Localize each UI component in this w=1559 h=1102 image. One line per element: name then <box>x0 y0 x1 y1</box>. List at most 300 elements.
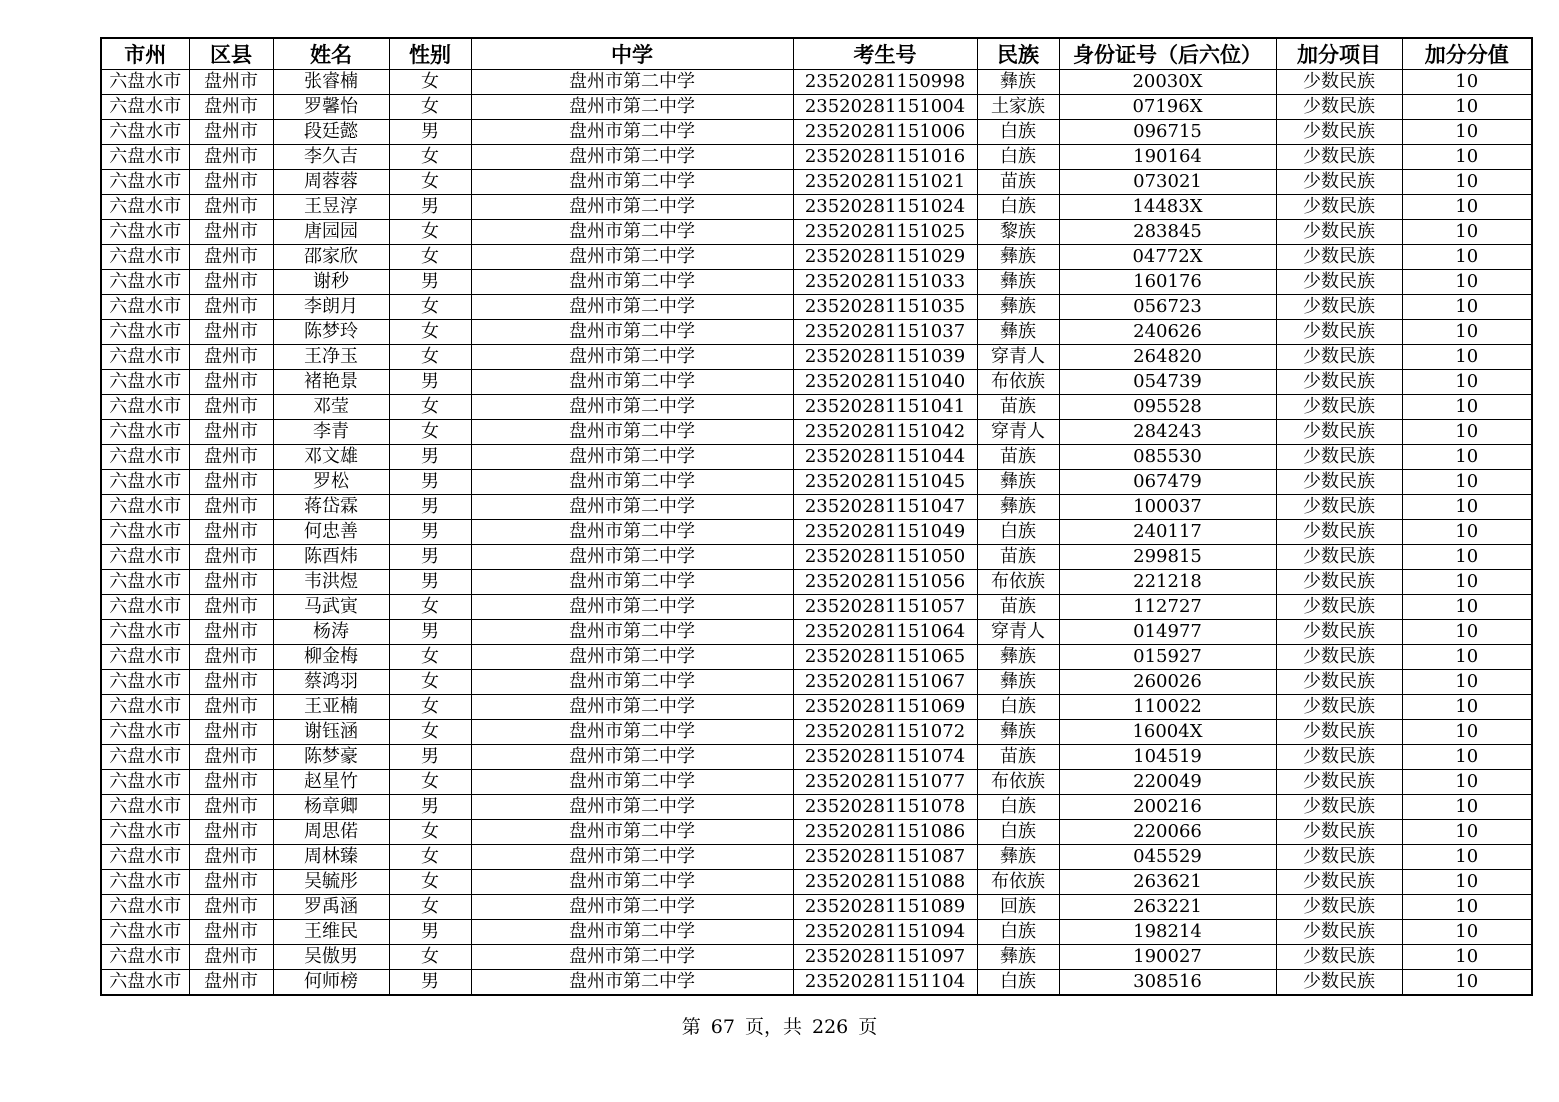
cell-school: 盘州市第二中学 <box>471 470 793 495</box>
cell-ethnicity: 布依族 <box>977 770 1059 795</box>
cell-city: 六盘水市 <box>101 970 189 996</box>
header-exam-number: 考生号 <box>793 38 977 70</box>
cell-exam-number: 23520281151077 <box>793 770 977 795</box>
cell-ethnicity: 土家族 <box>977 95 1059 120</box>
cell-school: 盘州市第二中学 <box>471 920 793 945</box>
cell-city: 六盘水市 <box>101 220 189 245</box>
table-row <box>101 970 1532 996</box>
cell-exam-number: 23520281151072 <box>793 720 977 745</box>
cell-school: 盘州市第二中学 <box>471 70 793 95</box>
cell-name: 蒋岱霖 <box>273 495 389 520</box>
cell-school: 盘州市第二中学 <box>471 445 793 470</box>
cell-bonus-item: 少数民族 <box>1276 170 1402 195</box>
cell-county: 盘州市 <box>189 270 273 295</box>
table-row <box>101 820 1532 845</box>
cell-gender: 女 <box>389 95 471 120</box>
cell-county: 盘州市 <box>189 220 273 245</box>
cell-ethnicity: 彝族 <box>977 945 1059 970</box>
cell-exam-number: 23520281151024 <box>793 195 977 220</box>
cell-ethnicity: 白族 <box>977 920 1059 945</box>
cell-name: 陈梦玲 <box>273 320 389 345</box>
cell-city: 六盘水市 <box>101 570 189 595</box>
cell-exam-number: 23520281151044 <box>793 445 977 470</box>
table-body <box>101 70 1532 996</box>
cell-id-last-six: 308516 <box>1059 970 1276 996</box>
cell-gender: 女 <box>389 895 471 920</box>
cell-school: 盘州市第二中学 <box>471 645 793 670</box>
table-row <box>101 320 1532 345</box>
cell-id-last-six: 200216 <box>1059 795 1276 820</box>
cell-county: 盘州市 <box>189 845 273 870</box>
cell-county: 盘州市 <box>189 745 273 770</box>
cell-exam-number: 23520281151089 <box>793 895 977 920</box>
cell-bonus-value: 10 <box>1402 145 1532 170</box>
cell-gender: 女 <box>389 245 471 270</box>
cell-county: 盘州市 <box>189 770 273 795</box>
cell-id-last-six: 14483X <box>1059 195 1276 220</box>
cell-id-last-six: 04772X <box>1059 245 1276 270</box>
cell-gender: 女 <box>389 295 471 320</box>
cell-county: 盘州市 <box>189 245 273 270</box>
cell-bonus-value: 10 <box>1402 770 1532 795</box>
cell-bonus-item: 少数民族 <box>1276 845 1402 870</box>
cell-gender: 男 <box>389 195 471 220</box>
cell-city: 六盘水市 <box>101 245 189 270</box>
cell-name: 邓莹 <box>273 395 389 420</box>
cell-bonus-value: 10 <box>1402 595 1532 620</box>
header-name: 姓名 <box>273 38 389 70</box>
cell-county: 盘州市 <box>189 945 273 970</box>
cell-id-last-six: 07196X <box>1059 95 1276 120</box>
cell-bonus-item: 少数民族 <box>1276 270 1402 295</box>
cell-county: 盘州市 <box>189 795 273 820</box>
cell-bonus-value: 10 <box>1402 345 1532 370</box>
header-id-last-six: 身份证号（后六位） <box>1059 38 1276 70</box>
cell-exam-number: 23520281151104 <box>793 970 977 996</box>
table-row <box>101 745 1532 770</box>
cell-ethnicity: 苗族 <box>977 445 1059 470</box>
cell-city: 六盘水市 <box>101 720 189 745</box>
header-city: 市州 <box>101 38 189 70</box>
cell-id-last-six: 112727 <box>1059 595 1276 620</box>
cell-county: 盘州市 <box>189 295 273 320</box>
cell-name: 王维民 <box>273 920 389 945</box>
cell-bonus-item: 少数民族 <box>1276 345 1402 370</box>
cell-county: 盘州市 <box>189 870 273 895</box>
cell-county: 盘州市 <box>189 495 273 520</box>
cell-city: 六盘水市 <box>101 795 189 820</box>
cell-exam-number: 23520281151088 <box>793 870 977 895</box>
cell-ethnicity: 穿青人 <box>977 620 1059 645</box>
cell-ethnicity: 彝族 <box>977 845 1059 870</box>
table-row <box>101 620 1532 645</box>
cell-school: 盘州市第二中学 <box>471 370 793 395</box>
cell-bonus-item: 少数民族 <box>1276 320 1402 345</box>
cell-ethnicity: 苗族 <box>977 395 1059 420</box>
cell-school: 盘州市第二中学 <box>471 620 793 645</box>
cell-county: 盘州市 <box>189 420 273 445</box>
cell-school: 盘州市第二中学 <box>471 795 793 820</box>
cell-county: 盘州市 <box>189 320 273 345</box>
cell-city: 六盘水市 <box>101 295 189 320</box>
table-row <box>101 645 1532 670</box>
cell-school: 盘州市第二中学 <box>471 95 793 120</box>
cell-gender: 女 <box>389 320 471 345</box>
cell-city: 六盘水市 <box>101 920 189 945</box>
cell-bonus-item: 少数民族 <box>1276 420 1402 445</box>
cell-ethnicity: 白族 <box>977 120 1059 145</box>
cell-bonus-value: 10 <box>1402 570 1532 595</box>
cell-county: 盘州市 <box>189 595 273 620</box>
table-row <box>101 845 1532 870</box>
cell-bonus-item: 少数民族 <box>1276 970 1402 996</box>
cell-bonus-value: 10 <box>1402 870 1532 895</box>
cell-county: 盘州市 <box>189 370 273 395</box>
cell-ethnicity: 彝族 <box>977 470 1059 495</box>
cell-id-last-six: 263221 <box>1059 895 1276 920</box>
table-row <box>101 145 1532 170</box>
cell-id-last-six: 16004X <box>1059 720 1276 745</box>
table-row <box>101 95 1532 120</box>
cell-bonus-value: 10 <box>1402 245 1532 270</box>
cell-city: 六盘水市 <box>101 195 189 220</box>
header-bonus-item: 加分项目 <box>1276 38 1402 70</box>
cell-county: 盘州市 <box>189 695 273 720</box>
table-row <box>101 520 1532 545</box>
cell-name: 杨涛 <box>273 620 389 645</box>
cell-city: 六盘水市 <box>101 470 189 495</box>
cell-exam-number: 23520281151040 <box>793 370 977 395</box>
cell-county: 盘州市 <box>189 970 273 996</box>
table-row <box>101 945 1532 970</box>
cell-city: 六盘水市 <box>101 420 189 445</box>
cell-ethnicity: 苗族 <box>977 545 1059 570</box>
cell-id-last-six: 015927 <box>1059 645 1276 670</box>
cell-ethnicity: 彝族 <box>977 295 1059 320</box>
cell-bonus-value: 10 <box>1402 970 1532 996</box>
cell-name: 唐园园 <box>273 220 389 245</box>
cell-bonus-item: 少数民族 <box>1276 495 1402 520</box>
cell-bonus-item: 少数民族 <box>1276 295 1402 320</box>
cell-bonus-value: 10 <box>1402 945 1532 970</box>
cell-name: 赵星竹 <box>273 770 389 795</box>
header-school: 中学 <box>471 38 793 70</box>
cell-school: 盘州市第二中学 <box>471 345 793 370</box>
cell-gender: 男 <box>389 795 471 820</box>
cell-id-last-six: 220066 <box>1059 820 1276 845</box>
cell-ethnicity: 穿青人 <box>977 420 1059 445</box>
cell-school: 盘州市第二中学 <box>471 695 793 720</box>
cell-name: 罗松 <box>273 470 389 495</box>
cell-id-last-six: 299815 <box>1059 545 1276 570</box>
cell-bonus-item: 少数民族 <box>1276 695 1402 720</box>
cell-school: 盘州市第二中学 <box>471 970 793 996</box>
cell-gender: 男 <box>389 570 471 595</box>
cell-exam-number: 23520281151004 <box>793 95 977 120</box>
cell-gender: 男 <box>389 370 471 395</box>
cell-exam-number: 23520281151037 <box>793 320 977 345</box>
cell-bonus-item: 少数民族 <box>1276 795 1402 820</box>
cell-school: 盘州市第二中学 <box>471 195 793 220</box>
cell-id-last-six: 100037 <box>1059 495 1276 520</box>
cell-ethnicity: 彝族 <box>977 245 1059 270</box>
cell-school: 盘州市第二中学 <box>471 745 793 770</box>
cell-gender: 男 <box>389 270 471 295</box>
cell-city: 六盘水市 <box>101 495 189 520</box>
cell-name: 周思偌 <box>273 820 389 845</box>
cell-school: 盘州市第二中学 <box>471 820 793 845</box>
cell-exam-number: 23520281151057 <box>793 595 977 620</box>
cell-name: 周蓉蓉 <box>273 170 389 195</box>
cell-bonus-value: 10 <box>1402 720 1532 745</box>
cell-bonus-value: 10 <box>1402 320 1532 345</box>
cell-exam-number: 23520281151025 <box>793 220 977 245</box>
cell-name: 邓文雄 <box>273 445 389 470</box>
cell-exam-number: 23520281151069 <box>793 695 977 720</box>
cell-id-last-six: 283845 <box>1059 220 1276 245</box>
cell-school: 盘州市第二中学 <box>471 845 793 870</box>
cell-exam-number: 23520281151029 <box>793 245 977 270</box>
cell-exam-number: 23520281151067 <box>793 670 977 695</box>
cell-city: 六盘水市 <box>101 170 189 195</box>
cell-exam-number: 23520281151021 <box>793 170 977 195</box>
cell-ethnicity: 彝族 <box>977 645 1059 670</box>
cell-bonus-item: 少数民族 <box>1276 595 1402 620</box>
cell-name: 吴毓彤 <box>273 870 389 895</box>
cell-ethnicity: 白族 <box>977 820 1059 845</box>
cell-id-last-six: 073021 <box>1059 170 1276 195</box>
cell-city: 六盘水市 <box>101 870 189 895</box>
cell-city: 六盘水市 <box>101 520 189 545</box>
cell-bonus-item: 少数民族 <box>1276 70 1402 95</box>
table-row <box>101 220 1532 245</box>
cell-ethnicity: 白族 <box>977 970 1059 996</box>
table-row <box>101 770 1532 795</box>
cell-city: 六盘水市 <box>101 695 189 720</box>
cell-city: 六盘水市 <box>101 270 189 295</box>
cell-ethnicity: 白族 <box>977 795 1059 820</box>
cell-bonus-item: 少数民族 <box>1276 720 1402 745</box>
cell-exam-number: 23520281151065 <box>793 645 977 670</box>
cell-ethnicity: 布依族 <box>977 370 1059 395</box>
cell-bonus-value: 10 <box>1402 495 1532 520</box>
table-row <box>101 720 1532 745</box>
cell-bonus-item: 少数民族 <box>1276 870 1402 895</box>
cell-bonus-item: 少数民族 <box>1276 470 1402 495</box>
cell-county: 盘州市 <box>189 545 273 570</box>
header-ethnicity: 民族 <box>977 38 1059 70</box>
cell-bonus-value: 10 <box>1402 70 1532 95</box>
cell-gender: 女 <box>389 145 471 170</box>
cell-bonus-item: 少数民族 <box>1276 95 1402 120</box>
cell-ethnicity: 苗族 <box>977 595 1059 620</box>
cell-id-last-six: 056723 <box>1059 295 1276 320</box>
cell-school: 盘州市第二中学 <box>471 295 793 320</box>
cell-county: 盘州市 <box>189 920 273 945</box>
cell-gender: 男 <box>389 620 471 645</box>
cell-gender: 女 <box>389 170 471 195</box>
table-row <box>101 295 1532 320</box>
cell-bonus-value: 10 <box>1402 745 1532 770</box>
cell-name: 段廷懿 <box>273 120 389 145</box>
cell-county: 盘州市 <box>189 520 273 545</box>
table-row <box>101 70 1532 95</box>
cell-city: 六盘水市 <box>101 845 189 870</box>
cell-bonus-value: 10 <box>1402 420 1532 445</box>
cell-id-last-six: 067479 <box>1059 470 1276 495</box>
cell-id-last-six: 260026 <box>1059 670 1276 695</box>
cell-bonus-item: 少数民族 <box>1276 195 1402 220</box>
cell-name: 褚艳景 <box>273 370 389 395</box>
table-row <box>101 170 1532 195</box>
cell-city: 六盘水市 <box>101 620 189 645</box>
cell-county: 盘州市 <box>189 820 273 845</box>
cell-school: 盘州市第二中学 <box>471 520 793 545</box>
cell-exam-number: 23520281151035 <box>793 295 977 320</box>
cell-bonus-item: 少数民族 <box>1276 370 1402 395</box>
cell-name: 杨章卿 <box>273 795 389 820</box>
cell-id-last-six: 054739 <box>1059 370 1276 395</box>
cell-gender: 女 <box>389 70 471 95</box>
cell-school: 盘州市第二中学 <box>471 495 793 520</box>
cell-exam-number: 23520281151097 <box>793 945 977 970</box>
cell-bonus-value: 10 <box>1402 520 1532 545</box>
cell-ethnicity: 布依族 <box>977 870 1059 895</box>
cell-ethnicity: 苗族 <box>977 170 1059 195</box>
bonus-points-table <box>100 37 1533 996</box>
cell-ethnicity: 穿青人 <box>977 345 1059 370</box>
cell-bonus-item: 少数民族 <box>1276 145 1402 170</box>
table-row <box>101 595 1532 620</box>
cell-id-last-six: 20030X <box>1059 70 1276 95</box>
cell-exam-number: 23520281151094 <box>793 920 977 945</box>
cell-county: 盘州市 <box>189 720 273 745</box>
cell-bonus-value: 10 <box>1402 695 1532 720</box>
cell-ethnicity: 白族 <box>977 145 1059 170</box>
cell-exam-number: 23520281151033 <box>793 270 977 295</box>
cell-ethnicity: 彝族 <box>977 320 1059 345</box>
cell-school: 盘州市第二中学 <box>471 220 793 245</box>
cell-bonus-value: 10 <box>1402 920 1532 945</box>
cell-id-last-six: 104519 <box>1059 745 1276 770</box>
cell-id-last-six: 240117 <box>1059 520 1276 545</box>
table-row <box>101 695 1532 720</box>
cell-county: 盘州市 <box>189 70 273 95</box>
cell-name: 蔡鸿羽 <box>273 670 389 695</box>
cell-bonus-value: 10 <box>1402 470 1532 495</box>
cell-name: 王亚楠 <box>273 695 389 720</box>
cell-bonus-item: 少数民族 <box>1276 395 1402 420</box>
cell-id-last-six: 220049 <box>1059 770 1276 795</box>
cell-name: 谢秒 <box>273 270 389 295</box>
cell-bonus-item: 少数民族 <box>1276 245 1402 270</box>
cell-id-last-six: 284243 <box>1059 420 1276 445</box>
cell-county: 盘州市 <box>189 395 273 420</box>
cell-ethnicity: 彝族 <box>977 670 1059 695</box>
header-county: 区县 <box>189 38 273 70</box>
cell-city: 六盘水市 <box>101 770 189 795</box>
header-gender: 性别 <box>389 38 471 70</box>
cell-county: 盘州市 <box>189 645 273 670</box>
cell-city: 六盘水市 <box>101 545 189 570</box>
cell-bonus-item: 少数民族 <box>1276 670 1402 695</box>
page-number: 第 67 页，共 226 页 <box>681 1016 878 1038</box>
cell-gender: 女 <box>389 945 471 970</box>
cell-county: 盘州市 <box>189 195 273 220</box>
cell-gender: 女 <box>389 820 471 845</box>
cell-county: 盘州市 <box>189 470 273 495</box>
table-header <box>101 38 1532 70</box>
cell-exam-number: 23520281151039 <box>793 345 977 370</box>
cell-ethnicity: 白族 <box>977 695 1059 720</box>
cell-bonus-item: 少数民族 <box>1276 445 1402 470</box>
cell-bonus-value: 10 <box>1402 120 1532 145</box>
cell-bonus-value: 10 <box>1402 620 1532 645</box>
cell-name: 王净玉 <box>273 345 389 370</box>
cell-school: 盘州市第二中学 <box>471 170 793 195</box>
cell-county: 盘州市 <box>189 120 273 145</box>
cell-bonus-value: 10 <box>1402 95 1532 120</box>
cell-ethnicity: 苗族 <box>977 745 1059 770</box>
cell-city: 六盘水市 <box>101 120 189 145</box>
cell-gender: 女 <box>389 220 471 245</box>
cell-name: 邵家欣 <box>273 245 389 270</box>
cell-gender: 男 <box>389 520 471 545</box>
cell-school: 盘州市第二中学 <box>471 895 793 920</box>
cell-name: 罗禹涵 <box>273 895 389 920</box>
cell-bonus-item: 少数民族 <box>1276 770 1402 795</box>
cell-id-last-six: 160176 <box>1059 270 1276 295</box>
cell-bonus-value: 10 <box>1402 795 1532 820</box>
cell-bonus-value: 10 <box>1402 220 1532 245</box>
table-row <box>101 370 1532 395</box>
cell-school: 盘州市第二中学 <box>471 545 793 570</box>
table-row <box>101 120 1532 145</box>
cell-school: 盘州市第二中学 <box>471 595 793 620</box>
cell-bonus-value: 10 <box>1402 670 1532 695</box>
cell-school: 盘州市第二中学 <box>471 120 793 145</box>
cell-exam-number: 23520281151087 <box>793 845 977 870</box>
cell-name: 罗馨怡 <box>273 95 389 120</box>
cell-bonus-value: 10 <box>1402 445 1532 470</box>
cell-ethnicity: 彝族 <box>977 70 1059 95</box>
cell-school: 盘州市第二中学 <box>471 145 793 170</box>
cell-id-last-six: 240626 <box>1059 320 1276 345</box>
cell-school: 盘州市第二中学 <box>471 320 793 345</box>
cell-exam-number: 23520281151078 <box>793 795 977 820</box>
cell-ethnicity: 布依族 <box>977 570 1059 595</box>
cell-bonus-value: 10 <box>1402 270 1532 295</box>
cell-school: 盘州市第二中学 <box>471 570 793 595</box>
cell-exam-number: 23520281151006 <box>793 120 977 145</box>
cell-county: 盘州市 <box>189 95 273 120</box>
cell-gender: 男 <box>389 120 471 145</box>
cell-city: 六盘水市 <box>101 445 189 470</box>
cell-exam-number: 23520281151045 <box>793 470 977 495</box>
table-row <box>101 495 1532 520</box>
cell-name: 韦洪煜 <box>273 570 389 595</box>
cell-exam-number: 23520281151064 <box>793 620 977 645</box>
cell-bonus-value: 10 <box>1402 170 1532 195</box>
cell-gender: 女 <box>389 420 471 445</box>
cell-name: 马武寅 <box>273 595 389 620</box>
cell-school: 盘州市第二中学 <box>471 770 793 795</box>
cell-ethnicity: 白族 <box>977 195 1059 220</box>
table-row <box>101 545 1532 570</box>
cell-id-last-six: 110022 <box>1059 695 1276 720</box>
cell-exam-number: 23520281151049 <box>793 520 977 545</box>
cell-name: 谢钰涵 <box>273 720 389 745</box>
